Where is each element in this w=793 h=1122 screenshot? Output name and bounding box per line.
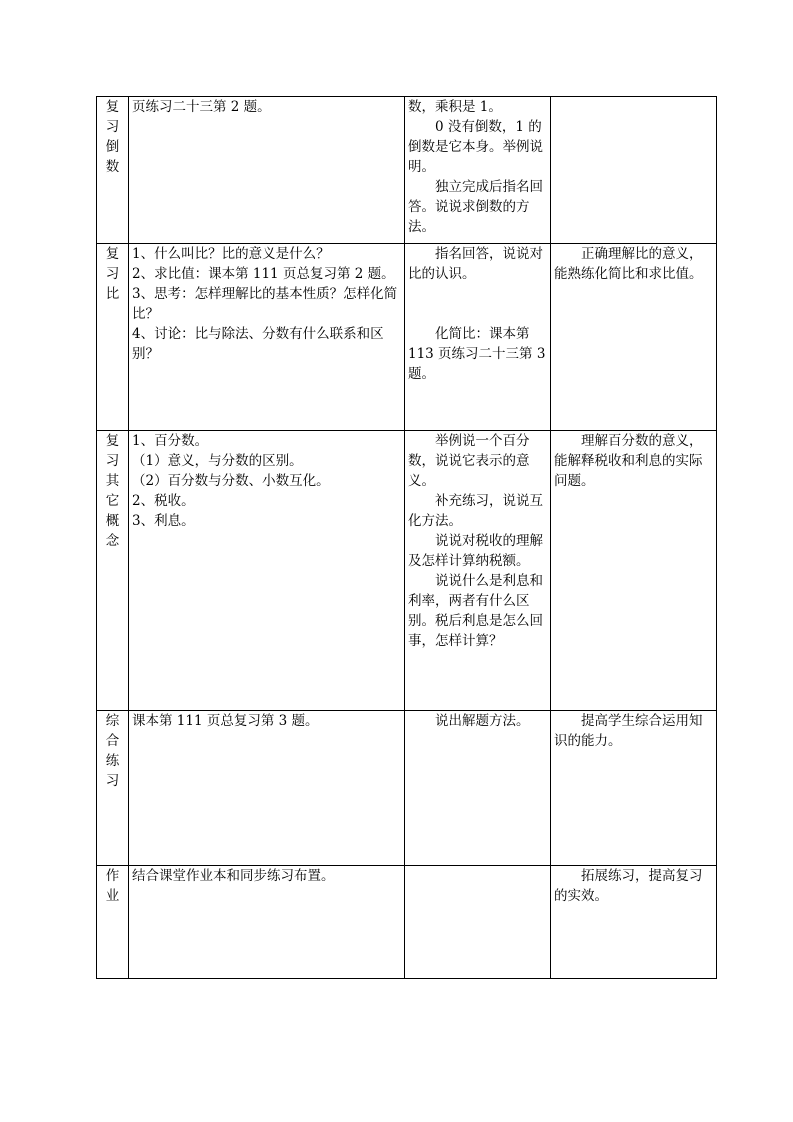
content-line: 2、税收。	[132, 493, 195, 509]
row-label: 复习倒数	[97, 97, 129, 244]
table-row	[97, 431, 717, 711]
activity-line: 补充练习，说说互化方法。	[408, 493, 543, 529]
row-label: 复习其它概念	[97, 431, 129, 711]
activity-line: 说出解题方法。	[435, 713, 530, 729]
content-line: 4、讨论：比与除法、分数有什么联系和区别？	[132, 326, 384, 362]
goal-line: 提高学生综合运用知识的能力。	[554, 713, 703, 749]
table-row	[97, 97, 717, 244]
activity-line: 指名回答，说说对比的认识。	[408, 246, 543, 282]
lesson-plan-table	[96, 96, 717, 979]
goal-line: 拓展练习，提高复习的实效。	[554, 868, 703, 904]
row-label: 复习比	[97, 244, 129, 431]
content-line: 页练习二十三第 2 题。	[132, 99, 271, 115]
activity-cell	[405, 866, 551, 979]
content-line: （2）百分数与分数、小数互化。	[132, 473, 330, 489]
row-label: 综合练习	[97, 711, 129, 866]
goal-cell	[551, 866, 717, 979]
activity-line: 数，乘积是 1。	[408, 99, 502, 115]
activity-line: 独立完成后指名回答。说说求倒数的方法。	[408, 179, 543, 235]
activity-line: 化简比：课本第 113 页练习二十三第 3 题。	[408, 326, 546, 382]
goal-cell	[551, 97, 717, 244]
activity-cell	[405, 711, 551, 866]
activity-cell	[405, 244, 551, 431]
content-line: 3、利息。	[132, 513, 195, 529]
activity-line: 说说什么是利息和利率，两者有什么区别。税后利息是怎么回事，怎样计算？	[408, 573, 543, 649]
content-cell	[129, 711, 405, 866]
content-line: 1、百分数。	[132, 433, 209, 449]
content-cell	[129, 866, 405, 979]
row-label: 作业	[97, 866, 129, 979]
content-cell	[129, 244, 405, 431]
activity-cell	[405, 431, 551, 711]
content-cell	[129, 431, 405, 711]
activity-line: 0 没有倒数，1 的倒数是它本身。举例说明。	[408, 119, 543, 175]
table-row	[97, 244, 717, 431]
goal-line: 理解百分数的意义，能解释税收和利息的实际问题。	[554, 433, 703, 489]
content-cell	[129, 97, 405, 244]
goal-line: 正确理解比的意义，能熟练化简比和求比值。	[554, 246, 703, 282]
content-line: 结合课堂作业本和同步练习布置。	[132, 868, 335, 884]
activity-cell	[405, 97, 551, 244]
goal-cell	[551, 244, 717, 431]
goal-cell	[551, 711, 717, 866]
content-line: 2、求比值：课本第 111 页总复习第 2 题。	[132, 266, 395, 282]
content-line: 1、什么叫比？比的意义是什么？	[132, 246, 330, 262]
content-line: 3、思考：怎样理解比的基本性质？怎样化简比？	[132, 286, 398, 322]
table-row	[97, 711, 717, 866]
activity-line: 说说对税收的理解及怎样计算纳税额。	[408, 533, 543, 569]
content-line: （1）意义，与分数的区别。	[132, 453, 303, 469]
goal-cell	[551, 431, 717, 711]
table-row	[97, 866, 717, 979]
activity-line: 举例说一个百分数，说说它表示的意义。	[408, 433, 530, 489]
content-line: 课本第 111 页总复习第 3 题。	[132, 713, 319, 729]
